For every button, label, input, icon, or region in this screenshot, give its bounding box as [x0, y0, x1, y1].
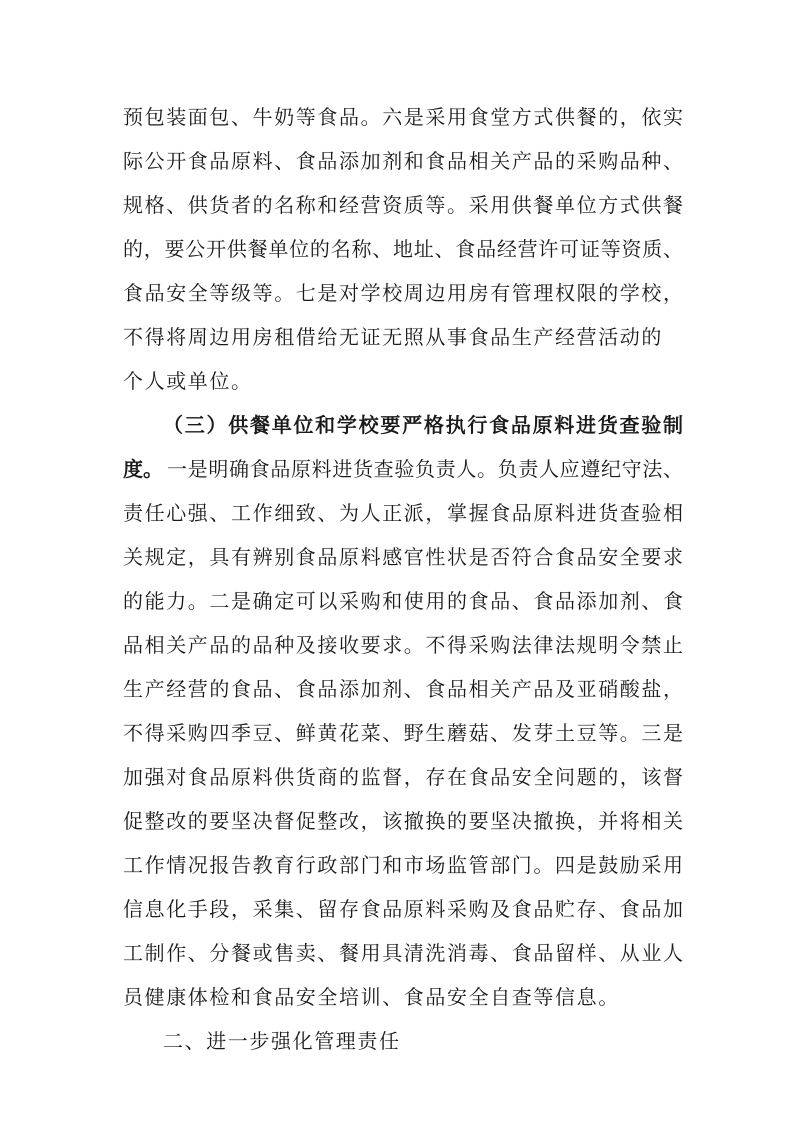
paragraph-line: 不得将周边用房租借给无证无照从事食品生产经营活动的 — [123, 325, 663, 349]
paragraph-line: 品相关产品的品种及接收要求。不得采购法律法规明令禁止 — [123, 633, 683, 657]
paragraph-line: 责任心强、工作细致、为人正派，掌握食品原料进货查验相 — [123, 501, 683, 525]
paragraph-line: 个人或单位。 — [123, 369, 253, 393]
paragraph-line: 促整改的要坚决督促整改，该撤换的要坚决撤换，并将相关 — [123, 809, 683, 833]
section-heading-line: （三）供餐单位和学校要严格执行食品原料进货查验制 — [163, 413, 683, 437]
paragraph-line: 工制作、分餐或售卖、餐用具清洗消毒、食品留样、从业人 — [123, 941, 683, 965]
paragraph-line: 信息化手段，采集、留存食品原料采购及食品贮存、食品加 — [123, 897, 683, 921]
paragraph-line: 加强对食品原料供货商的监督，存在食品安全问题的，该督 — [123, 765, 683, 789]
paragraph-line: 工作情况报告教育行政部门和市场监管部门。四是鼓励采用 — [123, 853, 683, 877]
paragraph-line: 的，要公开供餐单位的名称、地址、食品经营许可证等资质、 — [123, 237, 683, 261]
paragraph-line-mixed — [123, 455, 683, 483]
paragraph-line: 不得采购四季豆、鲜黄花菜、野生蘑菇、发芽土豆等。三是 — [123, 721, 683, 745]
paragraph-line: 食品安全等级等。七是对学校周边用房有管理权限的学校， — [123, 281, 683, 305]
paragraph-line: 生产经营的食品、食品添加剂、食品相关产品及亚硝酸盐， — [123, 677, 683, 701]
paragraph-line: 预包装面包、牛奶等食品。六是采用食堂方式供餐的，依实 — [123, 105, 683, 129]
paragraph-line: 员健康体检和食品安全培训、食品安全自查等信息。 — [123, 985, 620, 1009]
paragraph-line: 的能力。二是确定可以采购和使用的食品、食品添加剂、食 — [123, 589, 683, 613]
paragraph-line: 际公开食品原料、食品添加剂和食品相关产品的采购品种、 — [123, 149, 683, 173]
paragraph-text: 一是明确食品原料进货查验负责人。负责人应遵纪守法、 — [167, 457, 683, 481]
paragraph-line: 规格、供货者的名称和经营资质等。采用供餐单位方式供餐 — [123, 193, 683, 217]
paragraph-line: 关规定，具有辨别食品原料感官性状是否符合食品安全要求 — [123, 545, 683, 569]
section-heading-end: 度。 — [123, 457, 163, 481]
section-title: 二、进一步强化管理责任 — [163, 1029, 401, 1053]
